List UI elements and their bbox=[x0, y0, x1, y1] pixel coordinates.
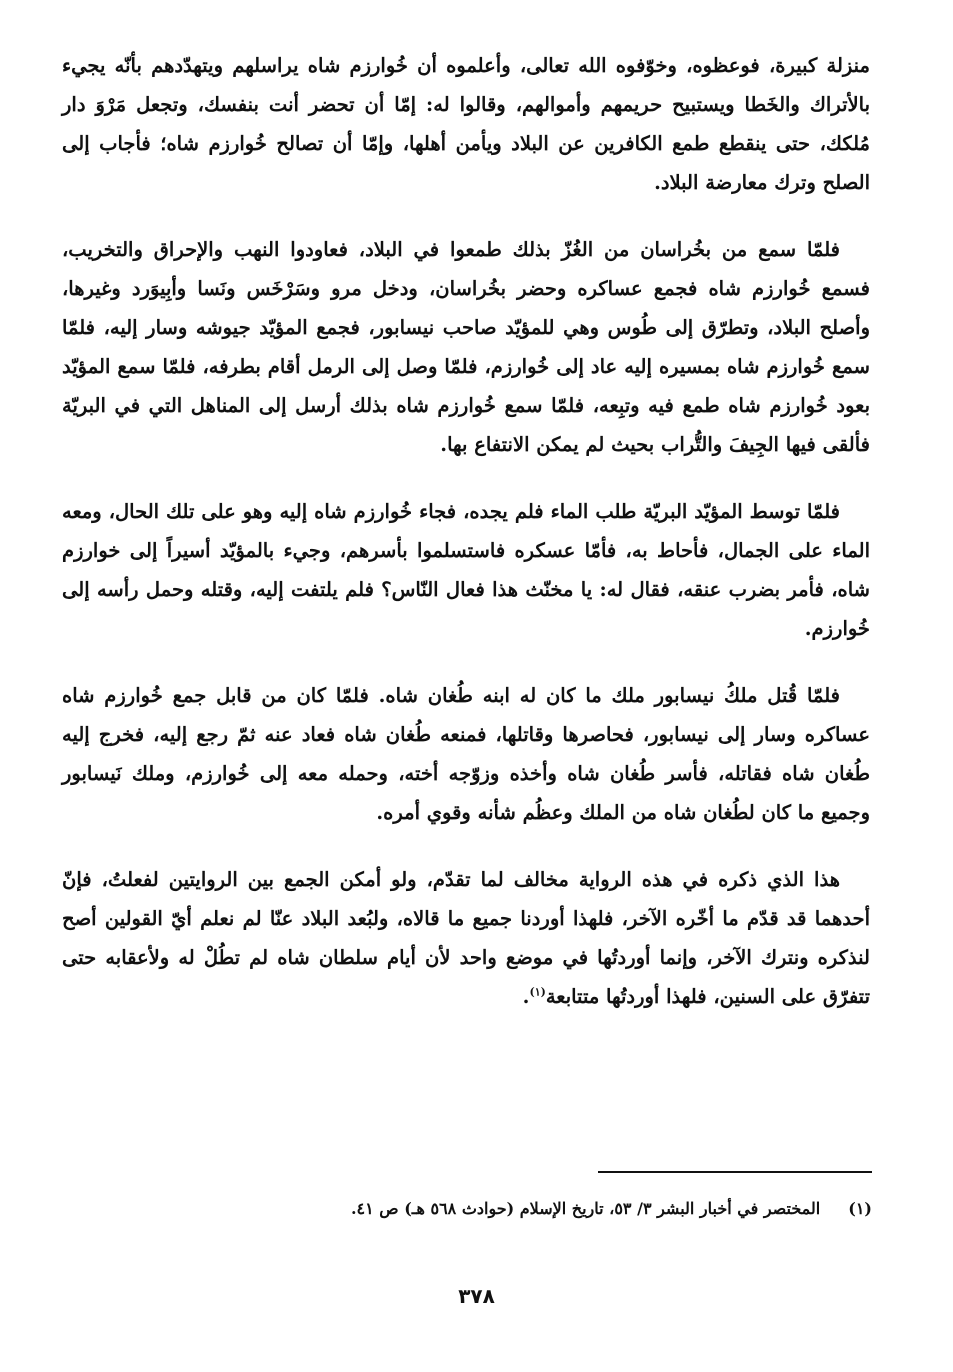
paragraph-1: منزلة كبيرة، فوعظوه، وخوّفوه الله تعالى، وأعلموه أن خُوارزم شاه يراسلهم ويتهدّدهم بأنّه يجيء بالأتراك والخَطا ويستبيح حريمهم وأموالهم، وقالوا له: إمّا أن تحضر أنت بنفسك، وتجعل مَرْوَ دار مُلكك، حتى ينقطع طمع الكافرين عن البلاد ويأمن أهلها، وإمّا أن تصالح خُوارزم شاه؛ فأجاب إلى الصلح وترك معارضة البلاد. bbox=[62, 54, 870, 194]
paragraph-5-end: . bbox=[522, 985, 530, 1008]
page-number: ٣٧٨ bbox=[458, 1284, 495, 1308]
footnote-marker: (١) bbox=[848, 1199, 872, 1218]
footnote bbox=[200, 1196, 872, 1222]
footnote-text: المختصر في أخبار البشر ٣/ ٥٣، تاريخ الإسلام (حوادث ٥٦٨ هـ) ص ٤١. bbox=[350, 1199, 821, 1218]
main-text-block bbox=[62, 46, 870, 1044]
footnote-divider bbox=[598, 1171, 872, 1173]
footnote-reference: (١) bbox=[529, 985, 546, 999]
paragraph-5-text: هذا الذي ذكره في هذه الرواية مخالف لما تقدّم، ولو أمكن الجمع بين الروايتين لفعلتُ، فإنّ أحدهما قد قدّم ما أخّره الآخر، فلهذا أوردنا جميع ما قالاه، ولبُعد البلاد عنّا لم نعلم أيّ القولين أصح لنذكره ونترك الآخر، وإنما أوردتُها في موضع واحد لأن أيام سلطان شاه لم تطُلْ له ولأعقابه حتى تتفرّق على السنين، فلهذا أوردتُها متتابعة bbox=[62, 868, 870, 1008]
paragraph-4: فلمّا قُتل ملكُ نيسابور ملك ما كان له ابنه طُغان شاه. فلمّا كان من قابل جمع خُوارزم شاه عساكره وسار إلى نيسابور، فحاصرها وقاتلها، فمنعه طُغان شاه فعاد عنه ثمّ رجع إليه، فخرج إليه طُغان شاه فقاتله، فأسر طُغان شاه وأخذه وزوّجه أخته، وحمله معه إلى خُوارزم، وملك نَيسابور وجميع ما كان لطُغان شاه من الملك وعظُم شأنه وقوي أمره. bbox=[62, 684, 870, 824]
paragraph-2: فلمّا سمع من بخُراسان من الغُزّ بذلك طمعوا في البلاد، فعاودوا النهب والإحراق والتخريب، فسمع خُوارزم شاه فجمع عساكره وحضر بخُراسان، ودخل مرو وسَرْخَس ونَسا وأبِيوَرد وغيرها، وأصلح البلاد، وتطرّق إلى طُوس وهي للمؤيّد صاحب نيسابور، فجمع المؤيّد جيوشه وسار إليه، فلمّا سمع خُوارزم شاه بمسيره إليه عاد إلى خُوارزم، فلمّا وصل إلى الرمل أقام بطرفه، فلمّا سمع المؤيّد بعود خُوارزم شاه طمع فيه وتبِعه، فلمّا سمع خُوارزم شاه بذلك أرسل إلى المناهل التي في البريّة فألقى فيها الجِيفَ والتُّراب بحيث لم يمكن الانتفاع بها. bbox=[62, 238, 870, 456]
paragraph-3: فلمّا توسط المؤيّد البريّة طلب الماء فلم يجده، فجاء خُوارزم شاه إليه وهو على تلك الحال، ومعه الماء على الجمال، فأحاط به، فأمّا عسكره فاستسلموا بأسرهم، وجيء بالمؤيّد أسيراً إلى خوارزم شاه، فأمر بضرب عنقه، فقال له: يا مخنّث هذا فعال النّاس؟ فلم يلتفت إليه، وقتله وحمل رأسه إلى خُوارزم. bbox=[62, 500, 870, 640]
paragraph-5 bbox=[62, 860, 870, 1016]
